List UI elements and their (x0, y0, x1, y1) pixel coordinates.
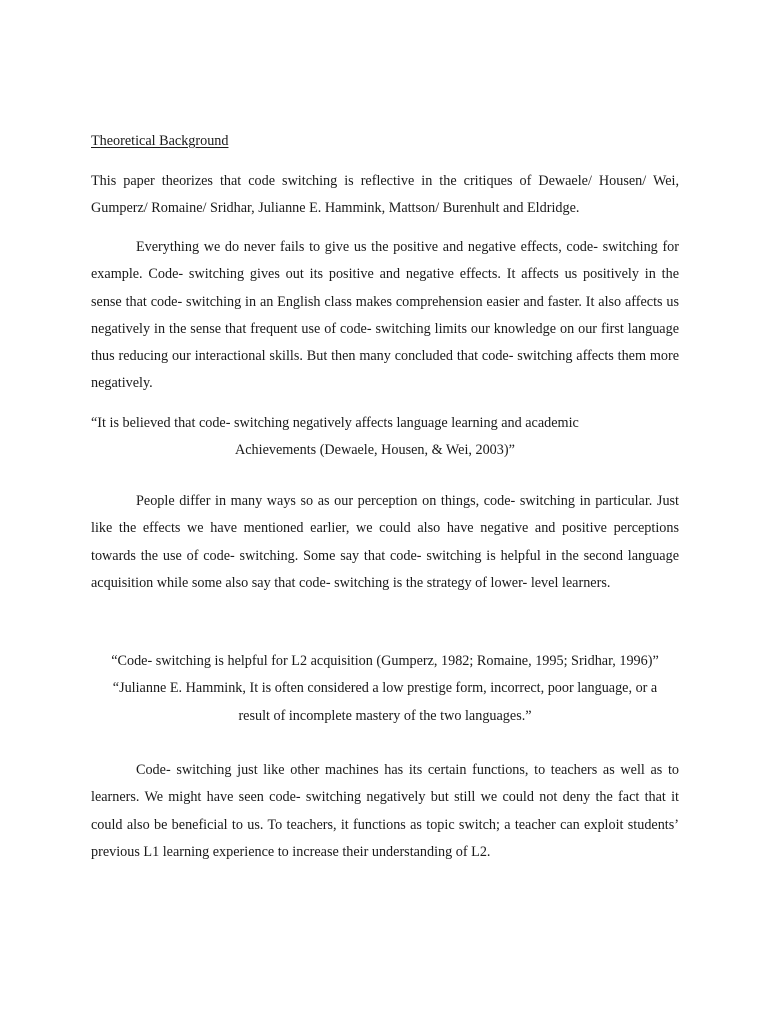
quote-dewaele-line-1: “It is believed that code- switching negatively affects language learning and academic (91, 415, 579, 431)
paragraph-effects: Everything we do never fails to give us the positive and negative effects, code- switching for example. Code- switching gives out its positive and negative effects. It affects us positively in the sense that code- switching in an English class makes comprehension easier and faster. It also affects us negatively in the sense that frequent use of code- switching limits our knowledge on our first language thus reducing our interactional skills. But then many concluded that code- switching affects them more negatively. (91, 239, 679, 392)
paragraph-perceptions: People differ in many ways so as our perception on things, code- switching in particular. Just like the effects we have mentioned earlier, we could also have negative and positive perceptions towards the use of code- switching. Some say that code- switching is helpful in the second language acquisition while some also say that code- switching is the strategy of lower- level learners. (91, 493, 679, 591)
section-heading: Theoretical Background (91, 133, 229, 149)
intro-paragraph: This paper theorizes that code switching is reflective in the critiques of Dewaele/ Housen/ Wei, Gumperz/ Romaine/ Sridhar, Julianne E. Hammink, Mattson/ Burenhult and Eldridge. (91, 173, 679, 217)
quotes-block (91, 648, 679, 730)
quote-gumperz: “Code- switching is helpful for L2 acquisition (Gumperz, 1982; Romaine, 1995; Sridhar, 1996)” (111, 653, 659, 669)
quote-dewaele-line-2: Achievements (Dewaele, Housen, & Wei, 2003)” (235, 442, 515, 458)
quote-hammink-line-2: result of incomplete mastery of the two languages.” (238, 707, 532, 724)
quote-dewaele (91, 410, 691, 464)
paragraph-functions: Code- switching just like other machines has its certain functions, to teachers as well as to learners. We might have seen code- switching negatively but still we could not deny the fact that it could also be beneficial to us. To teachers, it functions as topic switch; a teacher can exploit students’ previous L1 learning experience to increase their understanding of L2. (91, 762, 679, 860)
quote-hammink-line-1: “Julianne E. Hammink, It is often considered a low prestige form, incorrect, poor language, or a (112, 680, 658, 697)
